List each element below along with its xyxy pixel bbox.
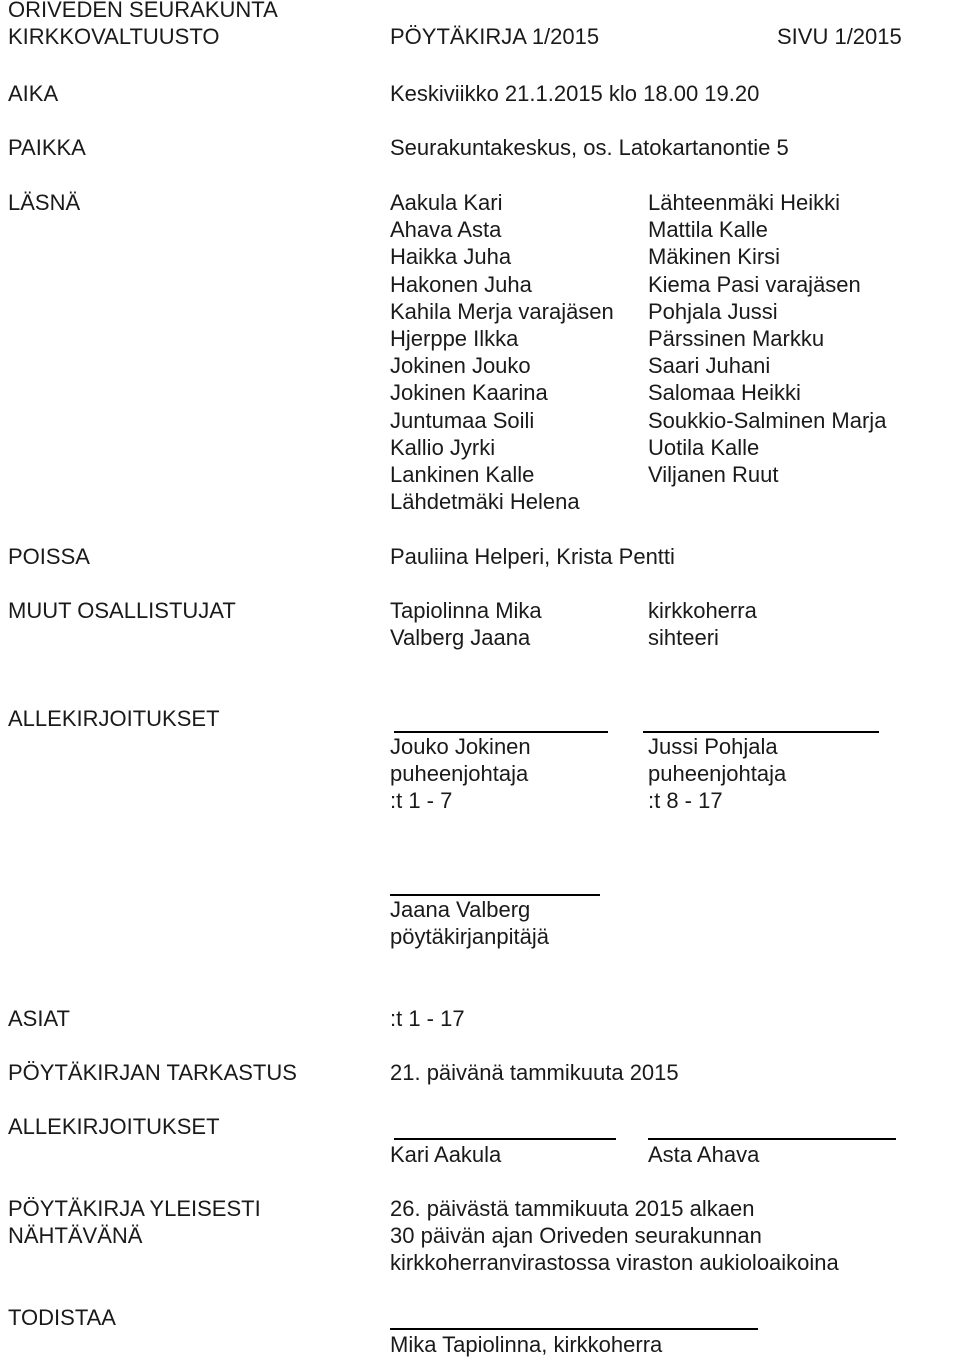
- signer-items: :t 8 - 17: [648, 788, 723, 813]
- attendee-list-left: [390, 189, 614, 515]
- nahtavana-line: 26. päivästä tammikuuta 2015 alkaen: [390, 1196, 755, 1221]
- nahtavana-line: 30 päivän ajan Oriveden seurakunnan: [390, 1223, 762, 1248]
- reviewer-signatures-label: ALLEKIRJOITUKSET: [8, 1114, 220, 1139]
- attendee: Juntumaa Soili: [390, 407, 535, 433]
- attendee: Ahava Asta: [390, 217, 502, 243]
- participant-role: sihteeri: [648, 625, 719, 650]
- todistaa-name: Mika Tapiolinna, kirkkoherra: [390, 1332, 663, 1357]
- signature-line: [394, 1138, 616, 1140]
- aika-label: AIKA: [8, 81, 59, 106]
- secretary-name: Jaana Valberg: [390, 897, 531, 922]
- signer-name: Jussi Pohjala: [648, 734, 778, 759]
- attendee: Kallio Jyrki: [390, 434, 496, 460]
- nahtavana-line: kirkkoherranvirastossa viraston aukioloaikoina: [390, 1250, 839, 1275]
- lasna-label: LÄSNÄ: [8, 190, 81, 215]
- nahtavana-label-1: PÖYTÄKIRJA YLEISESTI: [8, 1196, 261, 1221]
- attendee: Kahila Merja varajäsen: [390, 298, 614, 324]
- attendee: Saari Juhani: [648, 353, 771, 379]
- header-page: SIVU 1/2015: [777, 24, 902, 49]
- tarkastus-label: PÖYTÄKIRJAN TARKASTUS: [8, 1060, 297, 1085]
- signatures-label: ALLEKIRJOITUKSET: [8, 706, 220, 731]
- header-minutes: PÖYTÄKIRJA 1/2015: [390, 24, 600, 49]
- signature-line: [390, 1328, 758, 1330]
- attendee: Viljanen Ruut: [648, 461, 779, 487]
- nahtavana-label-2: NÄHTÄVÄNÄ: [8, 1223, 143, 1248]
- header-body: KIRKKOVALTUUSTO: [8, 24, 220, 49]
- attendee: Pärssinen Markku: [648, 325, 825, 351]
- secretary-role: pöytäkirjanpitäjä: [390, 924, 549, 949]
- attendee: Hjerppe Ilkka: [390, 325, 519, 351]
- attendee: Jokinen Jouko: [390, 353, 531, 379]
- participant-role: kirkkoherra: [648, 598, 757, 623]
- attendee: Hakonen Juha: [390, 271, 532, 297]
- paikka-label: PAIKKA: [8, 135, 86, 160]
- asiat-label: ASIAT: [8, 1006, 70, 1031]
- reviewer-name: Asta Ahava: [648, 1142, 760, 1167]
- signature-line: [648, 1138, 896, 1140]
- attendee: Mäkinen Kirsi: [648, 244, 781, 270]
- reviewer-name: Kari Aakula: [390, 1142, 502, 1167]
- signer-name: Jouko Jokinen: [390, 734, 531, 759]
- participant-name: Valberg Jaana: [390, 625, 531, 650]
- tarkastus-value: 21. päivänä tammikuuta 2015: [390, 1060, 679, 1085]
- asiat-value: :t 1 - 17: [390, 1006, 465, 1031]
- attendee: Lankinen Kalle: [390, 461, 535, 487]
- attendee: Pohjala Jussi: [648, 298, 778, 324]
- attendee: Kiema Pasi varajäsen: [648, 271, 861, 297]
- todistaa-label: TODISTAA: [8, 1305, 116, 1330]
- attendee: Lähdetmäki Helena: [390, 489, 580, 515]
- attendee: Lähteenmäki Heikki: [648, 190, 840, 215]
- aika-value: Keskiviikko 21.1.2015 klo 18.00 19.20: [390, 81, 760, 106]
- attendee: Jokinen Kaarina: [390, 380, 548, 406]
- poissa-value: Pauliina Helperi, Krista Pentti: [390, 544, 675, 569]
- signer-role: puheenjohtaja: [390, 761, 529, 786]
- signer-items: :t 1 - 7: [390, 788, 453, 813]
- poissa-label: POISSA: [8, 544, 90, 569]
- attendee: Uotila Kalle: [648, 434, 760, 460]
- attendee: Soukkio-Salminen Marja: [648, 407, 887, 433]
- attendee: Mattila Kalle: [648, 217, 768, 243]
- muut-label: MUUT OSALLISTUJAT: [8, 598, 236, 623]
- attendee-list-right: [648, 189, 886, 488]
- header-org: ORIVEDEN SEURAKUNTA: [8, 0, 278, 22]
- attendee: Haikka Juha: [390, 244, 512, 270]
- attendee: Aakula Kari: [390, 190, 503, 215]
- attendee: Salomaa Heikki: [648, 380, 801, 406]
- participant-name: Tapiolinna Mika: [390, 598, 542, 623]
- paikka-value: Seurakuntakeskus, os. Latokartanontie 5: [390, 135, 789, 160]
- signer-role: puheenjohtaja: [648, 761, 787, 786]
